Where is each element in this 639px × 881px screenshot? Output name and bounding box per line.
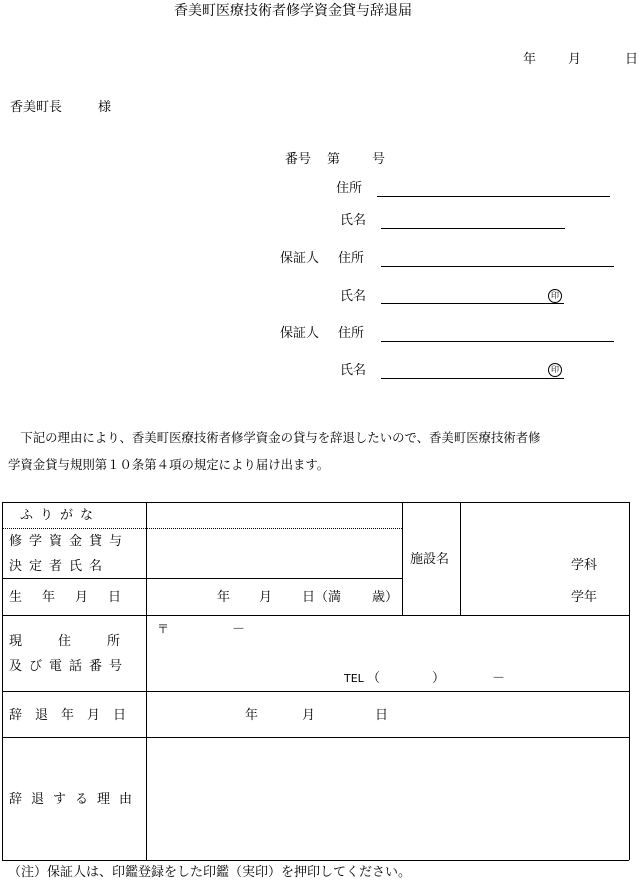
birth-year-label: 年 [217, 590, 231, 605]
furigana-label: ふりがな [20, 508, 101, 523]
postal-mark: 〒 [157, 622, 170, 636]
table-border-right [629, 502, 630, 860]
document-title: 香美町医療技術者修学資金貸与辞退届 [174, 3, 412, 19]
recipient-name-label-line2: 決定者氏名 [9, 559, 110, 574]
table-row-divider-name [2, 578, 402, 579]
tel-open-paren: （ [367, 671, 381, 686]
guarantor2-seal-icon: 印 [548, 363, 562, 377]
guarantor2-name-label: 氏名 [340, 363, 367, 378]
addressee-honorific: 様 [98, 100, 112, 115]
grade-label: 学年 [571, 590, 598, 605]
birth-day-label: 日（満 [302, 590, 342, 605]
table-col-divider-2 [402, 502, 403, 615]
applicant-name-line[interactable] [381, 228, 565, 229]
table-border-bottom [2, 860, 629, 861]
applicant-name-label: 氏名 [340, 213, 367, 228]
tel-label: TEL [344, 672, 364, 685]
body-text-line2: 学資金貸与規則第１０条第４項の規定により届け出ます。 [8, 457, 330, 472]
guarantor1-name-line[interactable] [381, 303, 564, 304]
withdraw-day-label: 日 [375, 708, 389, 723]
date-month-label: 月 [568, 52, 582, 67]
number-prefix: 第 [327, 152, 341, 167]
guarantor2-name-line[interactable] [381, 378, 564, 379]
guarantor1-address-line[interactable] [381, 266, 614, 267]
table-border-left [2, 502, 3, 860]
table-col-divider-1 [146, 502, 147, 860]
table-row-divider-withdraw [2, 737, 629, 738]
number-suffix: 号 [372, 152, 386, 167]
number-label: 番号 [285, 152, 312, 167]
table-col-divider-3 [460, 502, 461, 615]
address-label-line1: 現住所 [9, 634, 157, 649]
recipient-name-label-line1: 修学資金貸与 [9, 534, 130, 549]
guarantor1-address-label: 住所 [338, 251, 365, 266]
table-row-divider-address [2, 691, 629, 692]
reason-label: 辞退する理由 [9, 792, 142, 807]
date-year-label: 年 [523, 52, 537, 67]
facility-label: 施設名 [410, 552, 450, 567]
table-border-top [2, 502, 629, 503]
guarantor2-label: 保証人 [280, 326, 320, 341]
guarantor2-address-line[interactable] [381, 341, 614, 342]
applicant-address-label: 住所 [336, 181, 363, 196]
tel-close-paren: ） [432, 671, 446, 686]
date-day-label: 日 [625, 52, 639, 67]
guarantor-note: （注）保証人は、印鑑登録をした印鑑（実印）を押印してください。 [8, 865, 412, 880]
department-label: 学科 [571, 558, 598, 573]
guarantor1-label: 保証人 [280, 251, 320, 266]
withdraw-year-label: 年 [245, 708, 259, 723]
addressee-name: 香美町長 [10, 100, 63, 115]
guarantor1-seal-icon: 印 [548, 289, 562, 303]
guarantor1-name-label: 氏名 [340, 289, 367, 304]
table-row-divider-birth [2, 615, 629, 616]
guarantor2-address-label: 住所 [338, 326, 365, 341]
address-label-line2: 及び電話番号 [9, 659, 130, 674]
postal-dash: － [232, 622, 246, 637]
birth-age-label: 歳） [372, 590, 399, 605]
tel-dash: － [492, 671, 506, 686]
birthdate-label: 生年月日 [9, 590, 142, 605]
withdraw-month-label: 月 [302, 708, 316, 723]
body-text-line1: 下記の理由により、香美町医療技術者修学資金の貸与を辞退したいので、香美町医療技術者修 [8, 430, 541, 445]
birth-month-label: 月 [259, 590, 273, 605]
withdraw-date-label: 辞退年月日 [9, 708, 140, 723]
table-row-divider-furigana [2, 528, 402, 529]
applicant-address-line[interactable] [377, 196, 610, 197]
